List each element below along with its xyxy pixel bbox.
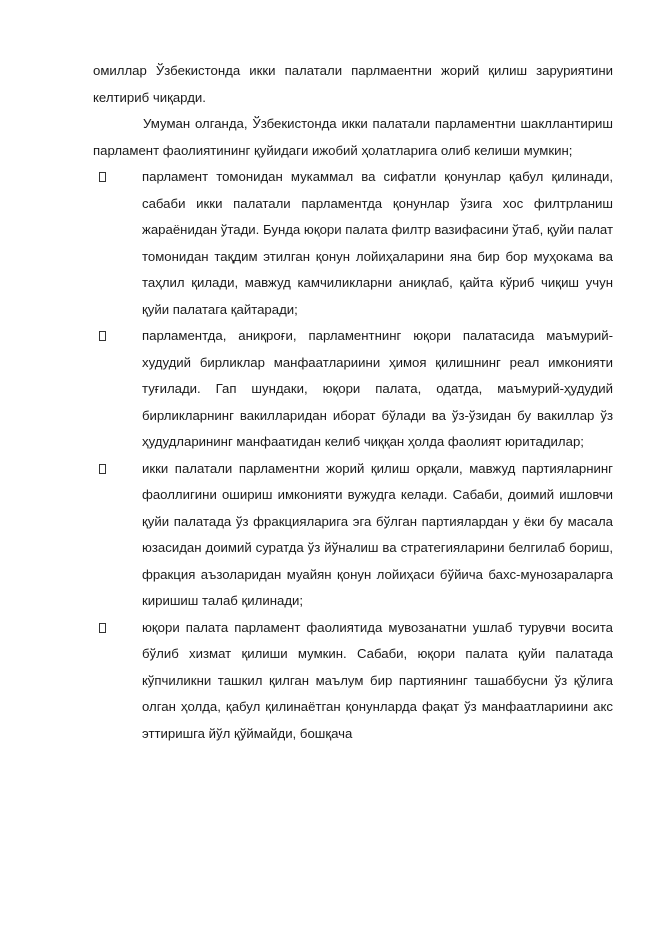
list-item	[93, 323, 613, 456]
bullet-list	[93, 164, 613, 747]
list-item	[93, 615, 613, 748]
bullet-box-icon	[99, 623, 106, 633]
list-item-text: икки палатали парламентни жорий қилиш орқали, мавжуд партияларнинг фаоллигини ошириш имконияти вужудга келади. Сабаби, доимий ишловчи қуйи палатада ўз фракцияларига эга бўлган партиялардан у ёки бу масала юзасидан доимий суратда ўз йўналиш ва стратегияларини белгилаб бориш, фракция аъзоларидан муайян қонун лойиҳаси бўйича бахс-мунозараларга киришиш талаб қилинади;	[142, 460, 613, 608]
document-page	[93, 58, 613, 747]
bullet-box-icon	[99, 464, 106, 474]
list-item	[93, 456, 613, 615]
list-item	[93, 164, 613, 323]
bullet-box-icon	[99, 331, 106, 341]
bullet-box-icon	[99, 172, 106, 182]
paragraph-continuation: омиллар Ўзбекистонда икки палатали парлмаентни жорий қилиш заруриятини келтириб чиқарди.	[93, 63, 613, 105]
list-item-text: парламентда, аниқроғи, парламентнинг юқори палатасида маъмурий-худудий бирликлар манфаатлариини ҳимоя қилишнинг реал имконияти туғилади. Гап шундаки, юқори палата, одатда, маъмурий-ҳудудий бирликларнинг вакилларидан иборат бўлади ва ўз-ўзидан бу вакиллар ўз ҳудудларининг манфаатидан келиб чиққан ҳолда фаолият юритадилар;	[142, 328, 613, 449]
paragraph-intro: Умуман олганда, Ўзбекистонда икки палатали парламентни шакллантириш парламент фаолиятининг қуйидаги ижобий ҳолатларига олиб келиши мумкин;	[93, 116, 613, 158]
list-item-text: юқори палата парламент фаолиятида мувозанатни ушлаб турувчи восита бўлиб хизмат қилиши мумкин. Сабаби, юқори палата қуйи палатада кўпчиликни ташкил қилган маълум бир партиянинг ташаббусни ўз қўлига олган ҳолда, қабул қилинаётган қонунларда фақат ўз манфаатлариини акс эттиришга йўл қўймайди, бошқача	[142, 619, 613, 741]
list-item-text: парламент томонидан мукаммал ва сифатли қонунлар қабул қилинади, сабаби икки палатали парламентда қонунлар ўзига хос филтрланиш жараёнидан ўтади. Бунда юқори палата филтр вазифасини ўтаб, қуйи палат томонидан тақдим этилган қонун лойиҳаларини яна бир бор муҳокама ва таҳлил қилади, мавжуд камчиликларни аниқлаб, қайта кўриб чиқиш учун қуйи палатага қайтаради;	[142, 169, 613, 317]
